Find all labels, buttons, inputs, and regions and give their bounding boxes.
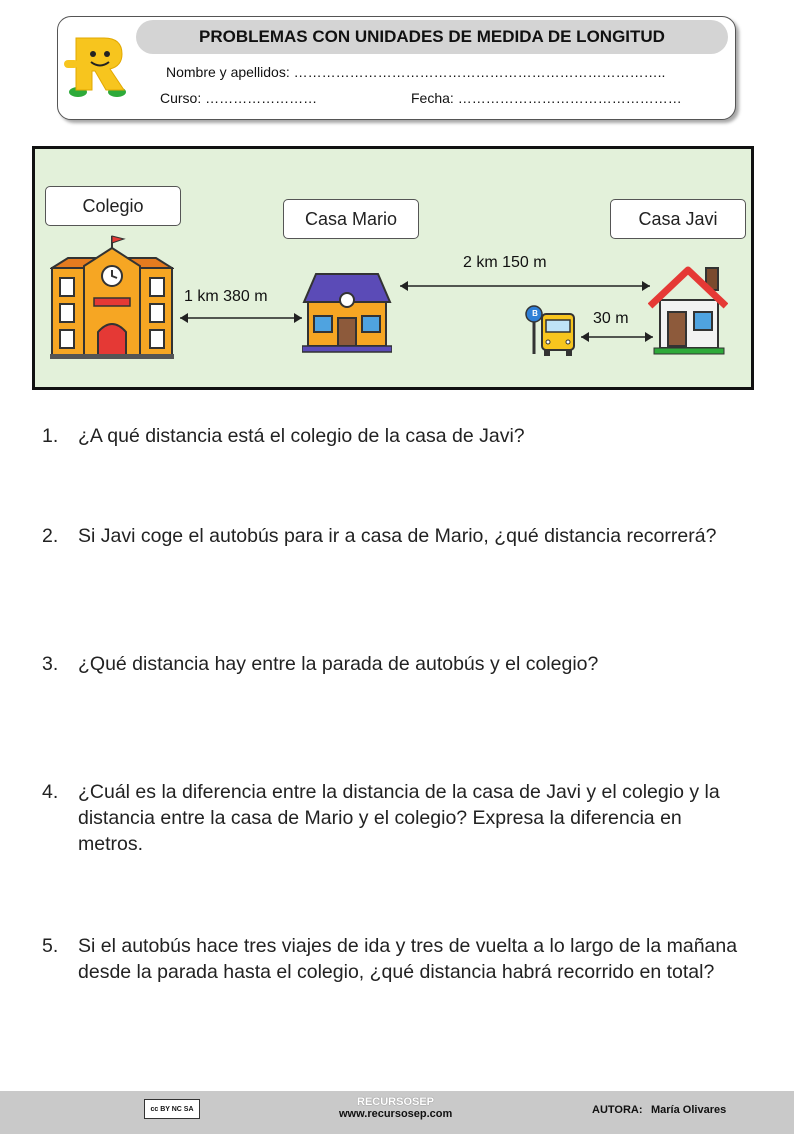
date-field[interactable]: Fecha: ………………………………………… [411, 90, 682, 106]
worksheet-title: PROBLEMAS CON UNIDADES DE MEDIDA DE LONGITUD [136, 20, 728, 54]
arrow-mario-javi [396, 278, 654, 294]
question-4: 4. ¿Cuál es la diferencia entre la distancia de la casa de Javi y el colegio y la distancia entre la casa de Mario y el colegio? Expresa la diferencia en metros. [42, 781, 720, 855]
creative-commons-badge: cc BY NC SA [144, 1099, 200, 1119]
recursosep-logo-icon [62, 34, 132, 100]
footer-author-name: María Olivares [651, 1104, 727, 1116]
arrow-school-mario [176, 310, 306, 326]
mario-house-label: Casa Mario [283, 199, 419, 239]
bus-stop-letter: B [532, 309, 538, 318]
course-field[interactable]: Curso: …………………… [160, 90, 318, 106]
javi-house-label: Casa Javi [610, 199, 746, 239]
arrow-bus-javi [577, 329, 657, 345]
distance-bus-javi: 30 m [593, 310, 629, 327]
school-label: Colegio [45, 186, 181, 226]
mario-house-icon [302, 270, 392, 354]
footer-author-label: AUTORA: [592, 1104, 643, 1116]
footer-brand: RECURSOSEP [357, 1096, 435, 1108]
question-2: 2. Si Javi coge el autobús para ir a casa de Mario, ¿qué distancia recorrerá? [42, 525, 717, 547]
question-5: 5. Si el autobús hace tres viajes de ida y tres de vuelta a lo largo de la mañana desde la parada hasta el colegio, ¿qué distancia habrá recorrido en total? [42, 935, 738, 983]
name-field[interactable]: Nombre y apellidos: …………………………………………………………………….. [166, 64, 666, 80]
distance-school-mario: 1 km 380 m [184, 288, 268, 305]
javi-house-icon [648, 264, 728, 356]
school-icon [50, 232, 174, 360]
question-1: 1. ¿A qué distancia está el colegio de la casa de Javi? [42, 425, 525, 447]
distance-mario-javi: 2 km 150 m [463, 254, 547, 271]
question-3: 3. ¿Qué distancia hay entre la parada de autobús y el colegio? [42, 653, 599, 675]
footer-url[interactable]: www.recursosep.com [339, 1108, 453, 1120]
